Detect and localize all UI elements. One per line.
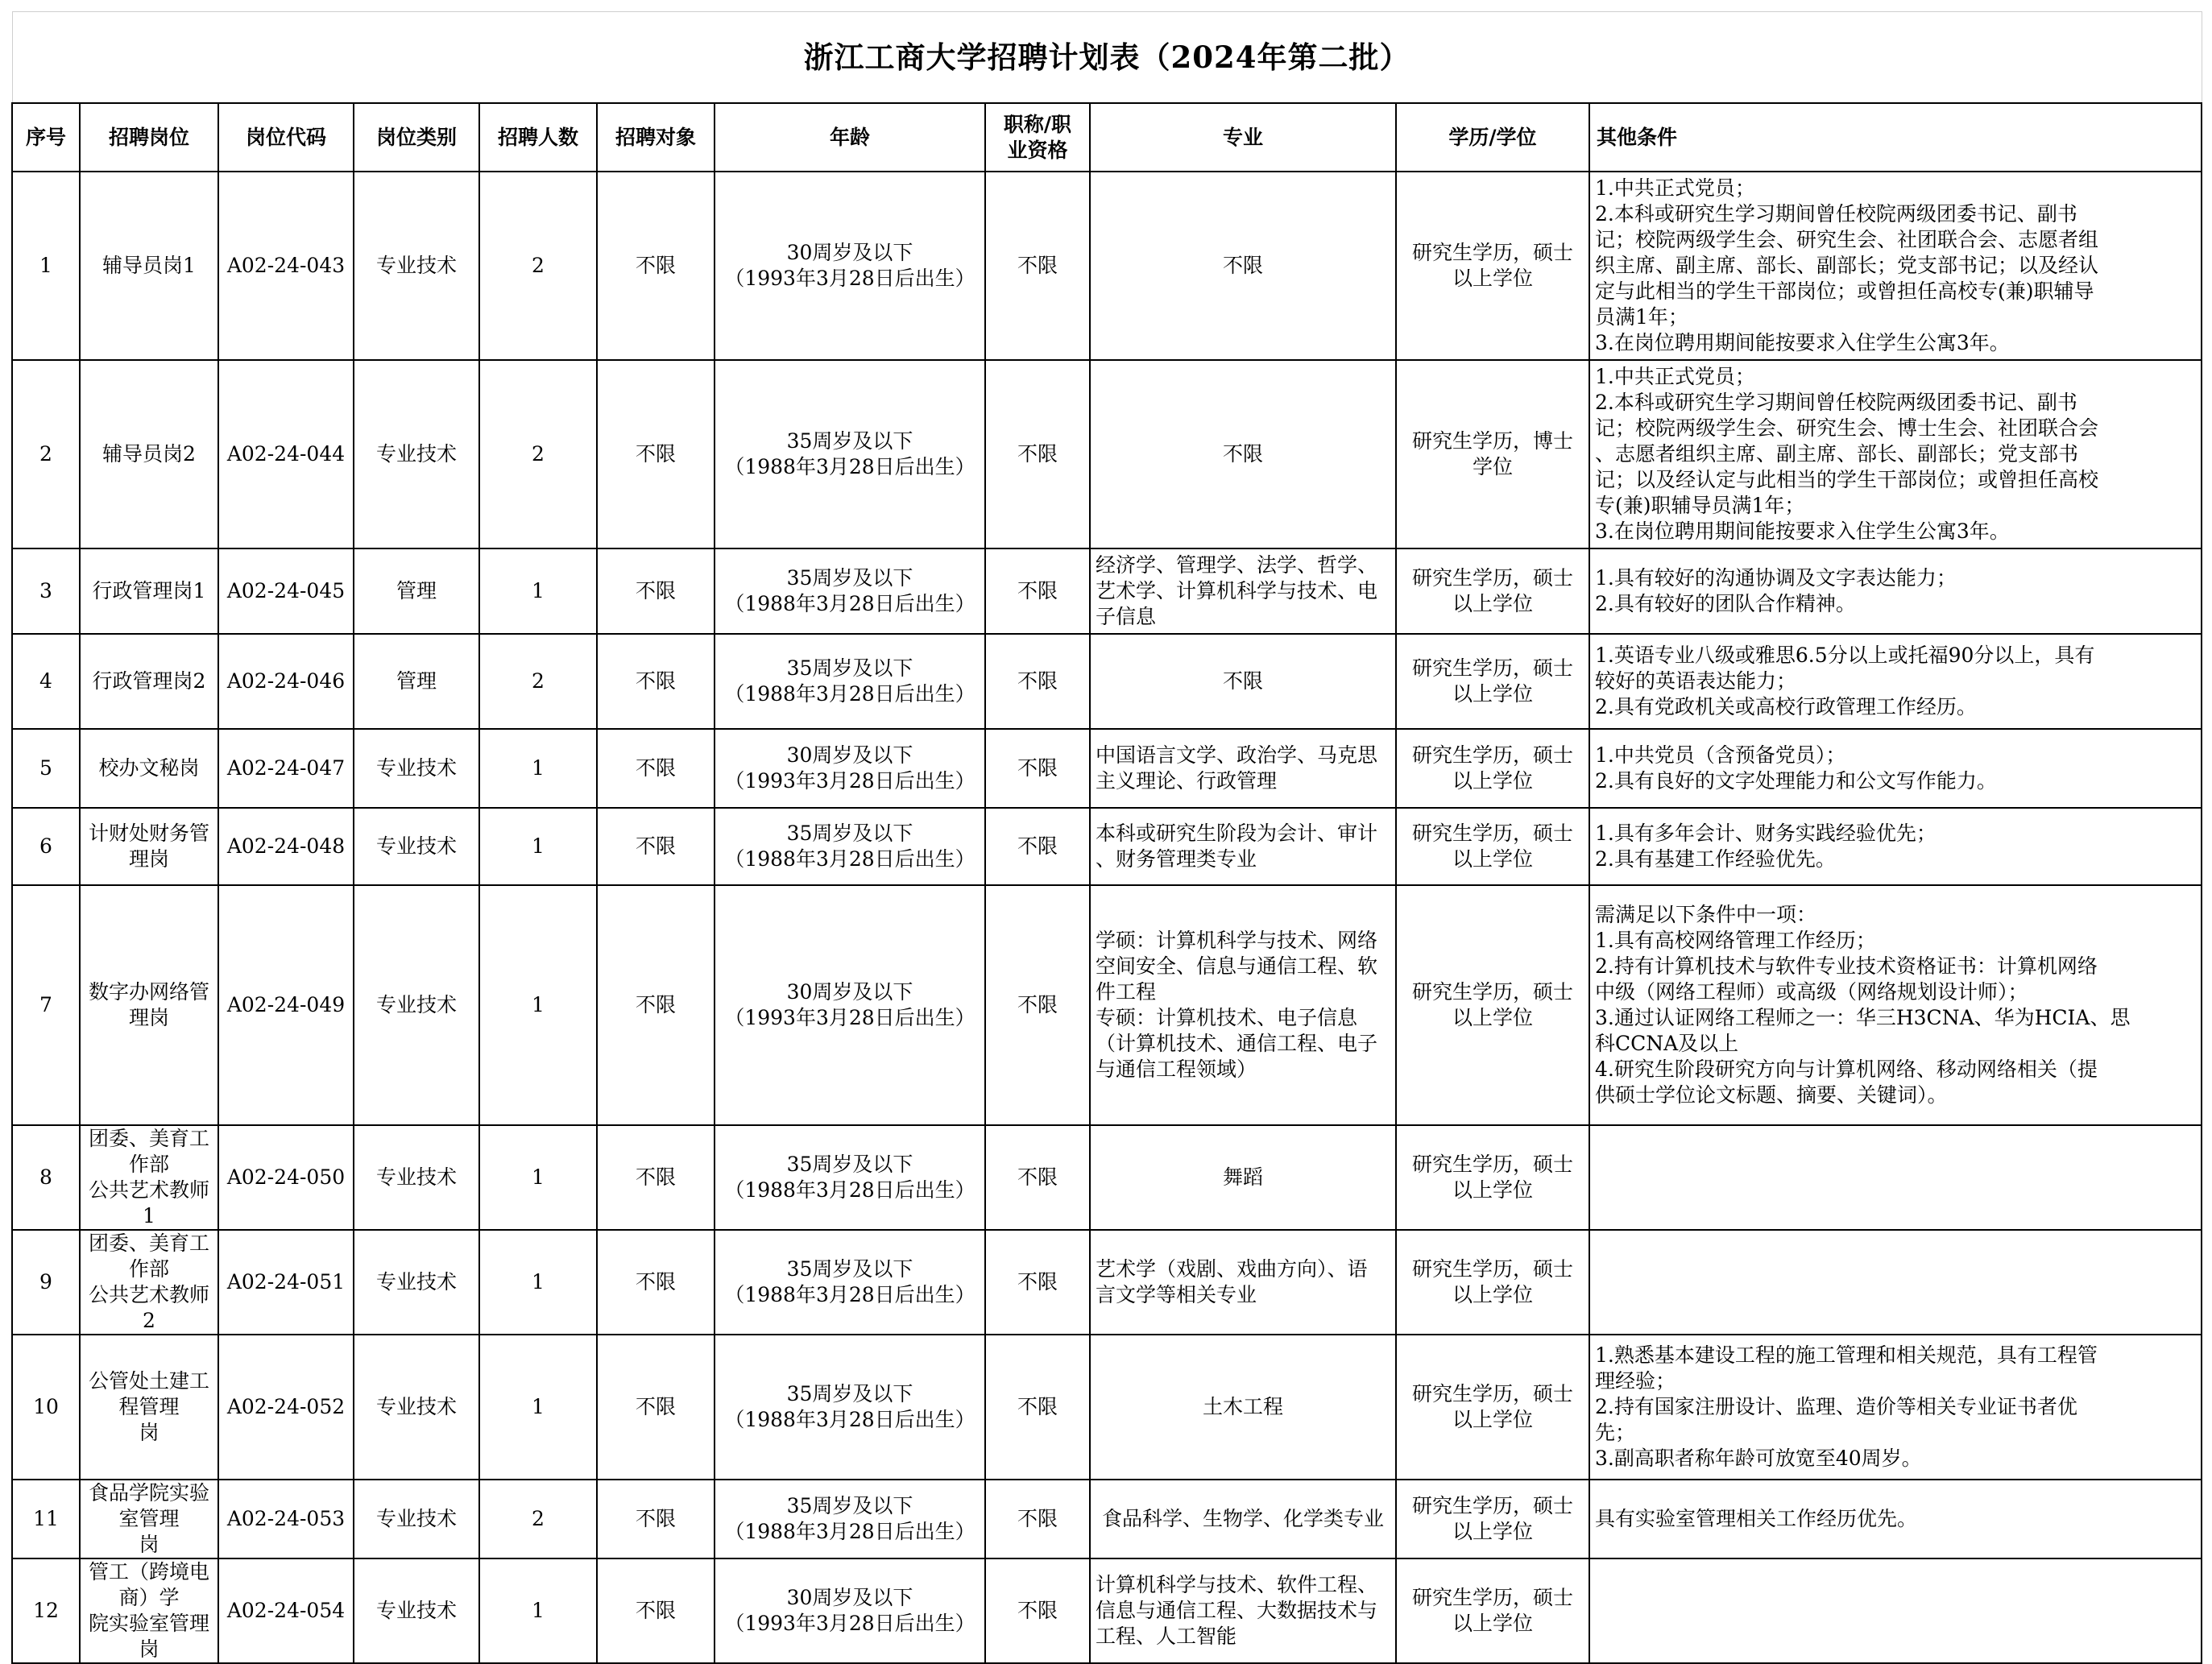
cell-code: A02-24-051 <box>218 1230 354 1335</box>
cell-age <box>715 1558 985 1663</box>
cell-major-line: 主义理论、行政管理 <box>1096 769 1278 793</box>
cell-major-line: 中国语言文学、政治学、马克思 <box>1096 743 1378 767</box>
table-title: 浙江工商大学招聘计划表（2024年第二批） <box>12 12 2202 104</box>
cell-other-conditions-line: 1.具有多年会计、财务实践经验优先； <box>1595 822 1937 845</box>
cell-degree <box>1396 172 1589 360</box>
cell-degree-line: 研究生学历，硕士 <box>1411 1153 1573 1176</box>
header-title-qualification-line-2: 业资格 <box>1007 138 1068 162</box>
cell-target: 不限 <box>597 1480 715 1558</box>
table-row <box>12 1125 2202 1230</box>
cell-degree-line: 研究生学历，博士 <box>1411 429 1573 453</box>
cell-other-conditions-line: 2.具有较好的团队合作精神。 <box>1595 592 1856 615</box>
cell-other-conditions-line: 员满1年； <box>1595 305 1688 329</box>
cell-age-line: 30周岁及以下 <box>786 743 913 767</box>
cell-code: A02-24-043 <box>218 172 354 360</box>
cell-major-line: 食品科学、生物学、化学类专业 <box>1101 1507 1384 1530</box>
table-row <box>12 1230 2202 1335</box>
cell-count: 1 <box>479 1335 597 1480</box>
cell-position <box>80 548 218 634</box>
cell-other-conditions-line: 2.具有党政机关或高校行政管理工作经历。 <box>1595 695 1977 718</box>
cell-other-conditions <box>1589 634 2202 729</box>
cell-major <box>1090 172 1396 360</box>
cell-other-conditions-line: 3.副高职者称年龄可放宽至40周岁。 <box>1595 1447 1922 1470</box>
cell-position <box>80 1480 218 1558</box>
cell-age-line: （1988年3月28日后出生） <box>724 592 976 615</box>
cell-degree-line: 以上学位 <box>1452 267 1533 290</box>
cell-code: A02-24-048 <box>218 808 354 885</box>
cell-degree-line: 研究生学历，硕士 <box>1411 1257 1573 1281</box>
cell-degree <box>1396 1125 1589 1230</box>
cell-seq: 12 <box>12 1558 80 1663</box>
cell-age <box>715 634 985 729</box>
cell-other-conditions <box>1589 1558 2202 1663</box>
cell-position <box>80 1230 218 1335</box>
cell-category: 管理 <box>354 634 479 729</box>
cell-degree-line: 研究生学历，硕士 <box>1411 743 1573 767</box>
cell-age-line: （1988年3月28日后出生） <box>724 847 976 871</box>
title-row <box>12 12 2202 104</box>
cell-degree-line: 以上学位 <box>1452 1408 1533 1431</box>
cell-degree-line: 以上学位 <box>1452 1006 1533 1029</box>
cell-position-line: 行政管理岗2 <box>92 669 206 693</box>
cell-category: 专业技术 <box>354 172 479 360</box>
cell-major <box>1090 1335 1396 1480</box>
cell-title-qualification: 不限 <box>985 172 1090 360</box>
cell-age <box>715 1480 985 1558</box>
cell-target: 不限 <box>597 172 715 360</box>
cell-degree-line: 以上学位 <box>1452 769 1533 793</box>
cell-target: 不限 <box>597 548 715 634</box>
cell-major-line: 件工程 <box>1096 980 1157 1004</box>
cell-category: 专业技术 <box>354 1125 479 1230</box>
cell-age-line: 35周岁及以下 <box>786 1257 913 1281</box>
cell-age-line: 35周岁及以下 <box>786 656 913 680</box>
cell-position-line: 公管处土建工程管理 <box>88 1369 209 1418</box>
cell-degree-line: 以上学位 <box>1452 1612 1533 1635</box>
cell-degree-line: 研究生学历，硕士 <box>1411 980 1573 1004</box>
cell-major-line: 艺术学、计算机科学与技术、电 <box>1096 579 1378 602</box>
cell-code: A02-24-053 <box>218 1480 354 1558</box>
cell-count: 2 <box>479 634 597 729</box>
cell-category: 专业技术 <box>354 1335 479 1480</box>
cell-seq: 7 <box>12 885 80 1125</box>
cell-age-line: 35周岁及以下 <box>786 429 913 453</box>
cell-seq: 9 <box>12 1230 80 1335</box>
cell-other-conditions-line: 专(兼)职辅导员满1年； <box>1595 494 1805 517</box>
cell-code: A02-24-047 <box>218 729 354 808</box>
table-body <box>12 172 2202 1663</box>
cell-seq: 6 <box>12 808 80 885</box>
header-code: 岗位代码 <box>218 103 354 172</box>
cell-other-conditions-line: 1.熟悉基本建设工程的施工管理和相关规范，具有工程管 <box>1595 1343 2098 1367</box>
header-title-qualification <box>985 103 1090 172</box>
cell-age <box>715 172 985 360</box>
cell-major-line: （计算机技术、通信工程、电子 <box>1096 1032 1378 1055</box>
cell-age-line: （1993年3月28日后出生） <box>724 769 976 793</box>
cell-degree-line: 研究生学历，硕士 <box>1411 656 1573 680</box>
cell-position-line: 岗 <box>139 1533 159 1556</box>
cell-age <box>715 1335 985 1480</box>
cell-degree <box>1396 808 1589 885</box>
cell-other-conditions-line: 2.本科或研究生学习期间曾任校院两级团委书记、副书 <box>1595 391 2077 414</box>
table-row <box>12 634 2202 729</box>
cell-other-conditions-line: 1.具有较好的沟通协调及文字表达能力； <box>1595 566 1957 590</box>
cell-other-conditions-line: 1.中共正式党员； <box>1595 365 1755 388</box>
cell-seq: 2 <box>12 360 80 548</box>
cell-code: A02-24-044 <box>218 360 354 548</box>
cell-title-qualification: 不限 <box>985 360 1090 548</box>
cell-age-line: 35周岁及以下 <box>786 1153 913 1176</box>
cell-degree-line: 研究生学历，硕士 <box>1411 566 1573 590</box>
cell-other-conditions-line: 中级（网络工程师）或高级（网络规划设计师）； <box>1595 980 2028 1004</box>
cell-target: 不限 <box>597 885 715 1125</box>
header-count: 招聘人数 <box>479 103 597 172</box>
cell-major <box>1090 729 1396 808</box>
cell-other-conditions-line: 织主席、副主席、部长、副部长；党支部书记；以及经认 <box>1595 254 2099 277</box>
cell-age-line: （1988年3月28日后出生） <box>724 1283 976 1306</box>
cell-degree <box>1396 1230 1589 1335</box>
cell-age-line: （1988年3月28日后出生） <box>724 1520 976 1543</box>
cell-category: 专业技术 <box>354 1558 479 1663</box>
cell-age-line: 35周岁及以下 <box>786 1494 913 1517</box>
cell-degree <box>1396 1335 1589 1480</box>
cell-major-line: 土木工程 <box>1202 1395 1283 1418</box>
header-title-qualification-line-1: 职称/职 <box>1003 112 1072 136</box>
header-other-conditions: 其他条件 <box>1589 103 2202 172</box>
cell-degree-line: 以上学位 <box>1452 682 1533 706</box>
cell-count: 1 <box>479 729 597 808</box>
cell-position-line: 团委、美育工作部 <box>88 1127 209 1176</box>
cell-degree-line: 研究生学历，硕士 <box>1411 1382 1573 1405</box>
cell-title-qualification: 不限 <box>985 1125 1090 1230</box>
cell-age-line: （1988年3月28日后出生） <box>724 682 976 706</box>
cell-position-line: 岗 <box>139 1421 159 1444</box>
cell-age-line: （1993年3月28日后出生） <box>724 1612 976 1635</box>
cell-title-qualification: 不限 <box>985 1480 1090 1558</box>
cell-major-line: 专硕：计算机技术、电子信息 <box>1096 1006 1358 1029</box>
cell-major <box>1090 808 1396 885</box>
cell-degree <box>1396 360 1589 548</box>
cell-target: 不限 <box>597 729 715 808</box>
cell-count: 2 <box>479 172 597 360</box>
cell-other-conditions <box>1589 548 2202 634</box>
cell-count: 1 <box>479 1125 597 1230</box>
cell-major-line: 不限 <box>1222 669 1263 693</box>
cell-other-conditions <box>1589 360 2202 548</box>
cell-count: 1 <box>479 548 597 634</box>
cell-code: A02-24-054 <box>218 1558 354 1663</box>
header-target: 招聘对象 <box>597 103 715 172</box>
cell-major-line: 与通信工程领域） <box>1096 1058 1257 1081</box>
cell-title-qualification: 不限 <box>985 1335 1090 1480</box>
cell-category: 专业技术 <box>354 1230 479 1335</box>
cell-degree <box>1396 729 1589 808</box>
table-row <box>12 360 2202 548</box>
cell-major-line: 子信息 <box>1096 605 1157 628</box>
cell-other-conditions <box>1589 885 2202 1125</box>
cell-position-line: 公共艺术教师2 <box>88 1283 209 1332</box>
cell-degree-line: 以上学位 <box>1452 1178 1533 1202</box>
cell-major-line: 学硕：计算机科学与技术、网络 <box>1096 929 1378 952</box>
cell-degree <box>1396 885 1589 1125</box>
cell-age-line: 35周岁及以下 <box>786 566 913 590</box>
cell-major <box>1090 548 1396 634</box>
cell-age-line: （1988年3月28日后出生） <box>724 1408 976 1431</box>
cell-age-line: 35周岁及以下 <box>786 1382 913 1405</box>
cell-age-line: 30周岁及以下 <box>786 241 913 264</box>
cell-target: 不限 <box>597 1125 715 1230</box>
cell-other-conditions-line: 需满足以下条件中一项： <box>1595 903 1817 926</box>
header-category: 岗位类别 <box>354 103 479 172</box>
cell-target: 不限 <box>597 360 715 548</box>
cell-other-conditions-line: 4.研究生阶段研究方向与计算机网络、移动网络相关（提 <box>1595 1058 2098 1081</box>
cell-position-line: 管工（跨境电商）学 <box>88 1560 209 1609</box>
cell-other-conditions <box>1589 1230 2202 1335</box>
cell-degree-line: 以上学位 <box>1452 592 1533 615</box>
cell-degree-line: 以上学位 <box>1452 1520 1533 1543</box>
cell-target: 不限 <box>597 808 715 885</box>
cell-seq: 5 <box>12 729 80 808</box>
cell-seq: 8 <box>12 1125 80 1230</box>
cell-other-conditions <box>1589 1125 2202 1230</box>
cell-title-qualification: 不限 <box>985 885 1090 1125</box>
cell-age-line: （1988年3月28日后出生） <box>724 455 976 478</box>
table-row <box>12 1558 2202 1663</box>
table-row <box>12 172 2202 360</box>
cell-degree <box>1396 548 1589 634</box>
table-row <box>12 548 2202 634</box>
cell-other-conditions-line: 2.具有良好的文字处理能力和公文写作能力。 <box>1595 769 1997 793</box>
cell-age <box>715 1125 985 1230</box>
cell-position-line: 食品学院实验室管理 <box>88 1481 209 1530</box>
cell-title-qualification: 不限 <box>985 548 1090 634</box>
cell-other-conditions <box>1589 172 2202 360</box>
header-position: 招聘岗位 <box>80 103 218 172</box>
cell-other-conditions-line: 较好的英语表达能力； <box>1595 669 1797 693</box>
cell-other-conditions-line: 1.具有高校网络管理工作经历； <box>1595 929 1876 952</box>
cell-age-line: 30周岁及以下 <box>786 980 913 1004</box>
header-age: 年龄 <box>715 103 985 172</box>
cell-position-line: 计财处财务管理岗 <box>88 822 209 871</box>
cell-major-line: 本科或研究生阶段为会计、审计 <box>1096 822 1378 845</box>
cell-category: 管理 <box>354 548 479 634</box>
cell-position-line: 公共艺术教师1 <box>88 1178 209 1227</box>
cell-major <box>1090 885 1396 1125</box>
cell-position <box>80 1558 218 1663</box>
cell-position <box>80 729 218 808</box>
cell-seq: 4 <box>12 634 80 729</box>
cell-age-line: （1988年3月28日后出生） <box>724 1178 976 1202</box>
cell-position <box>80 1335 218 1480</box>
cell-degree-line: 研究生学历，硕士 <box>1411 822 1573 845</box>
cell-degree-line: 学位 <box>1472 455 1513 478</box>
cell-age-line: 30周岁及以下 <box>786 1586 913 1609</box>
cell-other-conditions-line: 1.中共党员（含预备党员）； <box>1595 743 1846 767</box>
cell-position-line: 数字办网络管理岗 <box>88 980 209 1029</box>
cell-title-qualification: 不限 <box>985 634 1090 729</box>
cell-major <box>1090 1480 1396 1558</box>
cell-major <box>1090 1230 1396 1335</box>
cell-other-conditions-line: 记；校院两级学生会、研究生会、社团联合会、志愿者组 <box>1595 228 2099 251</box>
cell-major-line: 空间安全、信息与通信工程、软 <box>1096 954 1378 978</box>
cell-count: 1 <box>479 1230 597 1335</box>
cell-major <box>1090 634 1396 729</box>
cell-other-conditions-line: 具有实验室管理相关工作经历优先。 <box>1595 1507 1918 1530</box>
cell-category: 专业技术 <box>354 729 479 808</box>
cell-degree <box>1396 634 1589 729</box>
cell-category: 专业技术 <box>354 360 479 548</box>
cell-target: 不限 <box>597 1335 715 1480</box>
cell-degree-line: 研究生学历，硕士 <box>1411 1586 1573 1609</box>
cell-seq: 10 <box>12 1335 80 1480</box>
cell-seq: 3 <box>12 548 80 634</box>
header-seq: 序号 <box>12 103 80 172</box>
cell-other-conditions <box>1589 1480 2202 1558</box>
cell-other-conditions-line: 1.英语专业八级或雅思6.5分以上或托福90分以上，具有 <box>1595 644 2095 667</box>
cell-other-conditions-line: 记；校院两级学生会、研究生会、博士生会、社团联合会 <box>1595 416 2099 440</box>
cell-major-line: 经济学、管理学、法学、哲学、 <box>1096 553 1378 577</box>
table-row <box>12 1335 2202 1480</box>
header-row <box>12 103 2202 172</box>
cell-age <box>715 1230 985 1335</box>
cell-count: 1 <box>479 885 597 1125</box>
cell-count: 1 <box>479 1558 597 1663</box>
cell-other-conditions-line: 理经验； <box>1595 1369 1676 1393</box>
cell-title-qualification: 不限 <box>985 808 1090 885</box>
cell-target: 不限 <box>597 634 715 729</box>
table-row <box>12 729 2202 808</box>
cell-major-line: 计算机科学与技术、软件工程、 <box>1096 1573 1378 1596</box>
cell-position-line: 院实验室管理岗 <box>88 1612 209 1661</box>
cell-major-line: 言文学等相关专业 <box>1096 1283 1257 1306</box>
cell-degree <box>1396 1558 1589 1663</box>
cell-count: 1 <box>479 808 597 885</box>
header-degree: 学历/学位 <box>1396 103 1589 172</box>
cell-position <box>80 634 218 729</box>
cell-title-qualification: 不限 <box>985 729 1090 808</box>
cell-position <box>80 808 218 885</box>
cell-degree-line: 以上学位 <box>1452 1283 1533 1306</box>
cell-degree-line: 以上学位 <box>1452 847 1533 871</box>
cell-other-conditions-line: 先； <box>1595 1421 1636 1444</box>
cell-code: A02-24-045 <box>218 548 354 634</box>
cell-major <box>1090 1558 1396 1663</box>
cell-other-conditions-line: 2.本科或研究生学习期间曾任校院两级团委书记、副书 <box>1595 202 2077 226</box>
cell-position <box>80 1125 218 1230</box>
cell-code: A02-24-049 <box>218 885 354 1125</box>
cell-category: 专业技术 <box>354 808 479 885</box>
cell-major-line: 不限 <box>1222 254 1263 277</box>
cell-position <box>80 885 218 1125</box>
cell-count: 2 <box>479 1480 597 1558</box>
cell-age <box>715 729 985 808</box>
cell-age <box>715 808 985 885</box>
cell-code: A02-24-050 <box>218 1125 354 1230</box>
cell-category: 专业技术 <box>354 885 479 1125</box>
cell-code: A02-24-052 <box>218 1335 354 1480</box>
cell-other-conditions-line: 3.在岗位聘用期间能按要求入住学生公寓3年。 <box>1595 519 2010 543</box>
cell-major <box>1090 360 1396 548</box>
cell-age-line: （1993年3月28日后出生） <box>724 267 976 290</box>
cell-other-conditions-line: 2.具有基建工作经验优先。 <box>1595 847 1836 871</box>
cell-age <box>715 548 985 634</box>
table-row <box>12 808 2202 885</box>
cell-major-line: 艺术学（戏剧、戏曲方向）、语 <box>1096 1257 1368 1281</box>
cell-age <box>715 360 985 548</box>
cell-age <box>715 885 985 1125</box>
cell-target: 不限 <box>597 1230 715 1335</box>
cell-position-line: 校办文秘岗 <box>98 756 200 780</box>
cell-other-conditions-line: 3.通过认证网络工程师之一：华三H3CNA、华为HCIA、思 <box>1595 1006 2131 1029</box>
cell-major-line: 信息与通信工程、大数据技术与 <box>1096 1599 1378 1622</box>
cell-other-conditions-line: 记；以及经认定与此相当的学生干部岗位；或曾担任高校 <box>1595 468 2099 491</box>
cell-seq: 1 <box>12 172 80 360</box>
cell-major-line: 工程、人工智能 <box>1096 1625 1237 1648</box>
cell-target: 不限 <box>597 1558 715 1663</box>
cell-other-conditions-line: 定与此相当的学生干部岗位；或曾担任高校专(兼)职辅导 <box>1595 279 2094 303</box>
cell-other-conditions-line: 3.在岗位聘用期间能按要求入住学生公寓3年。 <box>1595 331 2010 354</box>
cell-other-conditions-line: 供硕士学位论文标题、摘要、关键词）。 <box>1595 1083 1948 1107</box>
cell-position-line: 辅导员岗2 <box>102 442 196 466</box>
cell-other-conditions-line: 科CCNA及以上 <box>1595 1032 1739 1055</box>
cell-other-conditions-line: 2.持有国家注册设计、监理、造价等相关专业证书者优 <box>1595 1395 2077 1418</box>
cell-seq: 11 <box>12 1480 80 1558</box>
cell-major <box>1090 1125 1396 1230</box>
cell-position-line: 行政管理岗1 <box>92 579 206 602</box>
cell-major-line: 不限 <box>1222 442 1263 466</box>
cell-position <box>80 360 218 548</box>
cell-degree-line: 研究生学历，硕士 <box>1411 241 1573 264</box>
cell-other-conditions <box>1589 729 2202 808</box>
cell-code: A02-24-046 <box>218 634 354 729</box>
cell-age-line: 35周岁及以下 <box>786 822 913 845</box>
cell-position-line: 团委、美育工作部 <box>88 1231 209 1281</box>
cell-major-line: 、财务管理类专业 <box>1096 847 1257 871</box>
recruitment-plan-table <box>11 11 2202 1664</box>
cell-major-line: 舞蹈 <box>1222 1165 1263 1189</box>
cell-position <box>80 172 218 360</box>
cell-other-conditions-line: 1.中共正式党员； <box>1595 176 1755 200</box>
cell-title-qualification: 不限 <box>985 1558 1090 1663</box>
cell-position-line: 辅导员岗1 <box>102 254 196 277</box>
cell-degree <box>1396 1480 1589 1558</box>
cell-degree-line: 研究生学历，硕士 <box>1411 1494 1573 1517</box>
cell-other-conditions-line: 2.持有计算机技术与软件专业技术资格证书：计算机网络 <box>1595 954 2098 978</box>
table-row <box>12 1480 2202 1558</box>
cell-other-conditions <box>1589 808 2202 885</box>
recruitment-plan-sheet <box>11 11 2201 1664</box>
cell-count: 2 <box>479 360 597 548</box>
cell-age-line: （1993年3月28日后出生） <box>724 1006 976 1029</box>
header-major: 专业 <box>1090 103 1396 172</box>
table-row <box>12 885 2202 1125</box>
cell-other-conditions <box>1589 1335 2202 1480</box>
cell-category: 专业技术 <box>354 1480 479 1558</box>
cell-other-conditions-line: 、志愿者组织主席、副主席、部长、副部长；党支部书 <box>1595 442 2079 466</box>
cell-title-qualification: 不限 <box>985 1230 1090 1335</box>
